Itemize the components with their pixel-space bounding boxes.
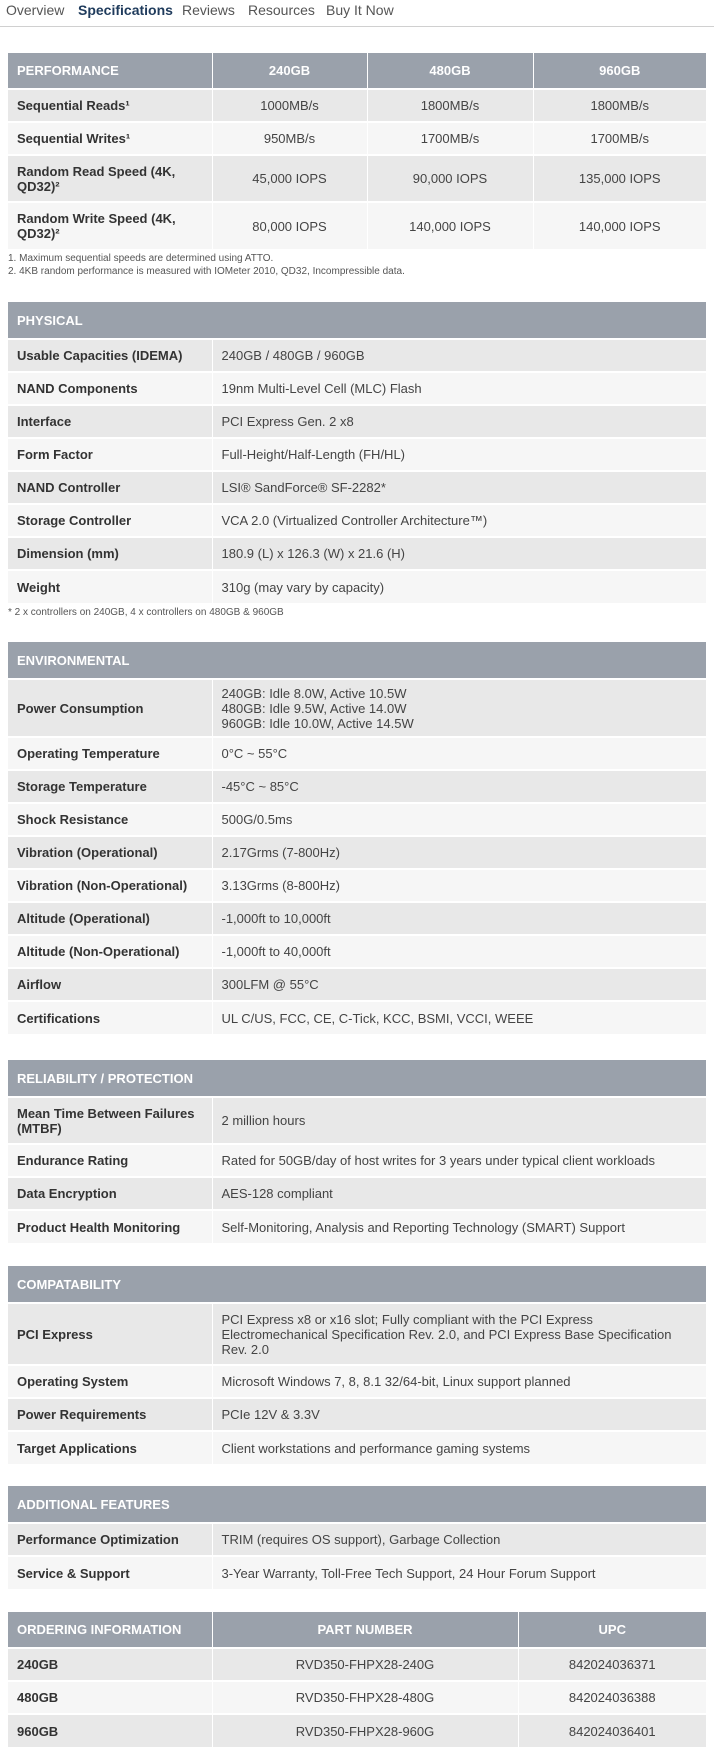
tab-bar (0, 0, 714, 27)
cell-value: 180.9 (L) x 126.3 (W) x 21.6 (H) (212, 537, 706, 570)
table-row (8, 471, 706, 504)
cell-value: 1800MB/s (533, 89, 706, 122)
cell-value: 1700MB/s (533, 122, 706, 155)
table-row (8, 1303, 706, 1365)
row-label: Endurance Rating (8, 1144, 212, 1177)
row-label: Storage Temperature (8, 770, 212, 803)
row-label: Performance Optimization (8, 1523, 212, 1556)
footnote: 1. Maximum sequential speeds are determined using ATTO. (8, 253, 274, 264)
cell-value: -45°C ~ 85°C (212, 770, 706, 803)
cell-value: 80,000 IOPS (212, 202, 367, 249)
part-number: RVD350-FHPX28-480G (212, 1681, 518, 1714)
tab-reviews[interactable]: Reviews (182, 2, 235, 18)
cell-value: 3.13Grms (8-800Hz) (212, 869, 706, 902)
tab-resources[interactable]: Resources (248, 2, 315, 18)
row-label: Weight (8, 570, 212, 603)
table-row (8, 1097, 706, 1144)
cell-value: 45,000 IOPS (212, 155, 367, 202)
row-label: Form Factor (8, 438, 212, 471)
cell-value: Client workstations and performance gaming systems (212, 1431, 706, 1464)
cell-value: 135,000 IOPS (533, 155, 706, 202)
cell-value: Full-Height/Half-Length (FH/HL) (212, 438, 706, 471)
row-label: Shock Resistance (8, 803, 212, 836)
cell-value: 310g (may vary by capacity) (212, 570, 706, 603)
reliability-section (8, 1060, 706, 1243)
table-row (8, 968, 706, 1001)
part-number: RVD350-FHPX28-960G (212, 1714, 518, 1747)
environmental-table (8, 678, 706, 1034)
table-row (8, 1523, 706, 1556)
row-label: Target Applications (8, 1431, 212, 1464)
cell-value: 1700MB/s (367, 122, 533, 155)
footnote: 2. 4KB random performance is measured with IOMeter 2010, QD32, Incompressible data. (8, 266, 405, 277)
reliability-title: RELIABILITY / PROTECTION (8, 1060, 706, 1096)
cell-value: -1,000ft to 10,000ft (212, 902, 706, 935)
row-label: Sequential Writes¹ (8, 122, 212, 155)
row-label: Altitude (Operational) (8, 902, 212, 935)
column-header: 960GB (533, 53, 706, 89)
cell-value: PCI Express x8 or x16 slot; Fully compliant with the PCI Express Electromechanical Specification Rev. 2.0, and PCI Express Base Specification Rev. 2.0 (212, 1303, 706, 1365)
power-line: 240GB: Idle 8.0W, Active 10.5W (221, 685, 407, 701)
cell-value: 2.17Grms (7-800Hz) (212, 836, 706, 869)
table-row (8, 155, 706, 202)
row-label: Sequential Reads¹ (8, 89, 212, 122)
cell-value: 2 million hours (212, 1097, 706, 1144)
table-row (8, 339, 706, 372)
cell-value: PCIe 12V & 3.3V (212, 1398, 706, 1431)
row-label: Data Encryption (8, 1177, 212, 1210)
row-label: Random Read Speed (4K, QD32)² (8, 155, 212, 202)
ordering-table (8, 1612, 706, 1747)
row-label: 480GB (8, 1681, 212, 1714)
ordering-section (8, 1612, 706, 1747)
additional-table (8, 1522, 706, 1589)
row-label: Altitude (Non-Operational) (8, 935, 212, 968)
cell-value: Rated for 50GB/day of host writes for 3 years under typical client workloads (212, 1144, 706, 1177)
row-label: Airflow (8, 968, 212, 1001)
table-row (8, 89, 706, 122)
additional-section (8, 1486, 706, 1589)
table-row (8, 1431, 706, 1464)
row-label: Power Requirements (8, 1398, 212, 1431)
row-label: Vibration (Operational) (8, 836, 212, 869)
cell-value: 1800MB/s (367, 89, 533, 122)
environmental-title: ENVIRONMENTAL (8, 642, 706, 678)
table-row (8, 1210, 706, 1243)
table-row (8, 1648, 706, 1681)
part-number: RVD350-FHPX28-240G (212, 1648, 518, 1681)
upc: 842024036388 (518, 1681, 706, 1714)
row-label: Usable Capacities (IDEMA) (8, 339, 212, 372)
tab-specifications[interactable]: Specifications (78, 2, 173, 18)
cell-value: 140,000 IOPS (533, 202, 706, 249)
row-label: Dimension (mm) (8, 537, 212, 570)
table-row (8, 122, 706, 155)
column-header: UPC (518, 1612, 706, 1648)
upc: 842024036401 (518, 1714, 706, 1747)
table-row (8, 1144, 706, 1177)
table-row (8, 1001, 706, 1034)
tab-overview[interactable]: Overview (6, 2, 65, 18)
cell-value: Self-Monitoring, Analysis and Reporting Technology (SMART) Support (212, 1210, 706, 1243)
cell-value: 950MB/s (212, 122, 367, 155)
additional-title: ADDITIONAL FEATURES (8, 1486, 706, 1522)
cell-value: 140,000 IOPS (367, 202, 533, 249)
compatability-title: COMPATABILITY (8, 1266, 706, 1302)
table-row (8, 202, 706, 249)
table-row (8, 438, 706, 471)
column-header: 480GB (367, 53, 533, 89)
cell-value: 240GB / 480GB / 960GB (212, 339, 706, 372)
cell-value: 300LFM @ 55°C (212, 968, 706, 1001)
row-label: Mean Time Between Failures (MTBF) (8, 1097, 212, 1144)
cell-value: UL C/US, FCC, CE, C-Tick, KCC, BSMI, VCCI, WEEE (212, 1001, 706, 1034)
row-label: 960GB (8, 1714, 212, 1747)
compatability-section (8, 1266, 706, 1464)
row-label: Service & Support (8, 1556, 212, 1589)
performance-table (8, 53, 706, 249)
table-row (8, 836, 706, 869)
row-label: PCI Express (8, 1303, 212, 1365)
physical-title: PHYSICAL (8, 302, 706, 338)
row-label: Operating Temperature (8, 737, 212, 770)
cell-value: -1,000ft to 40,000ft (212, 935, 706, 968)
table-row (8, 935, 706, 968)
table-row (8, 1681, 706, 1714)
reliability-table (8, 1096, 706, 1243)
table-row (8, 1365, 706, 1398)
footnote: * 2 x controllers on 240GB, 4 x controllers on 480GB & 960GB (8, 607, 284, 618)
row-label: 240GB (8, 1648, 212, 1681)
row-label: Certifications (8, 1001, 212, 1034)
compatability-table (8, 1302, 706, 1464)
power-line: 960GB: Idle 10.0W, Active 14.5W (221, 715, 414, 731)
row-label: Operating System (8, 1365, 212, 1398)
footnotes (8, 249, 706, 278)
ordering-title: ORDERING INFORMATION (8, 1612, 212, 1648)
table-row (8, 1556, 706, 1589)
table-row (8, 1714, 706, 1747)
row-label: NAND Components (8, 372, 212, 405)
cell-value: Microsoft Windows 7, 8, 8.1 32/64-bit, Linux support planned (212, 1365, 706, 1398)
performance-title: PERFORMANCE (8, 53, 212, 89)
table-row (8, 869, 706, 902)
cell-value: 0°C ~ 55°C (212, 737, 706, 770)
cell-value: 1000MB/s (212, 89, 367, 122)
tab-buy-it-now[interactable]: Buy It Now (326, 2, 394, 18)
row-label: Interface (8, 405, 212, 438)
cell-value: LSI® SandForce® SF-2282* (212, 471, 706, 504)
cell-value: 3-Year Warranty, Toll-Free Tech Support, 24 Hour Forum Support (212, 1556, 706, 1589)
row-label: Vibration (Non-Operational) (8, 869, 212, 902)
physical-table (8, 338, 706, 603)
performance-section (8, 53, 706, 278)
cell-value: 19nm Multi-Level Cell (MLC) Flash (212, 372, 706, 405)
row-label: Power Consumption (8, 679, 212, 737)
table-row (8, 537, 706, 570)
table-row (8, 902, 706, 935)
table-row (8, 1398, 706, 1431)
cell-value: 500G/0.5ms (212, 803, 706, 836)
power-line: 480GB: Idle 9.5W, Active 14.0W (221, 700, 407, 716)
table-row (8, 504, 706, 537)
cell-value: TRIM (requires OS support), Garbage Collection (212, 1523, 706, 1556)
cell-value (212, 679, 706, 737)
physical-section (8, 302, 706, 619)
cell-value: VCA 2.0 (Virtualized Controller Architecture™) (212, 504, 706, 537)
row-label: Random Write Speed (4K, QD32)² (8, 202, 212, 249)
table-row (8, 737, 706, 770)
table-row (8, 679, 706, 737)
row-label: NAND Controller (8, 471, 212, 504)
environmental-section (8, 642, 706, 1034)
table-row (8, 405, 706, 438)
table-row (8, 770, 706, 803)
table-row (8, 803, 706, 836)
table-row (8, 570, 706, 603)
cell-value: AES-128 compliant (212, 1177, 706, 1210)
table-row (8, 1177, 706, 1210)
cell-value: PCI Express Gen. 2 x8 (212, 405, 706, 438)
row-label: Storage Controller (8, 504, 212, 537)
column-header: 240GB (212, 53, 367, 89)
cell-value: 90,000 IOPS (367, 155, 533, 202)
table-row (8, 372, 706, 405)
upc: 842024036371 (518, 1648, 706, 1681)
row-label: Product Health Monitoring (8, 1210, 212, 1243)
column-header: PART NUMBER (212, 1612, 518, 1648)
